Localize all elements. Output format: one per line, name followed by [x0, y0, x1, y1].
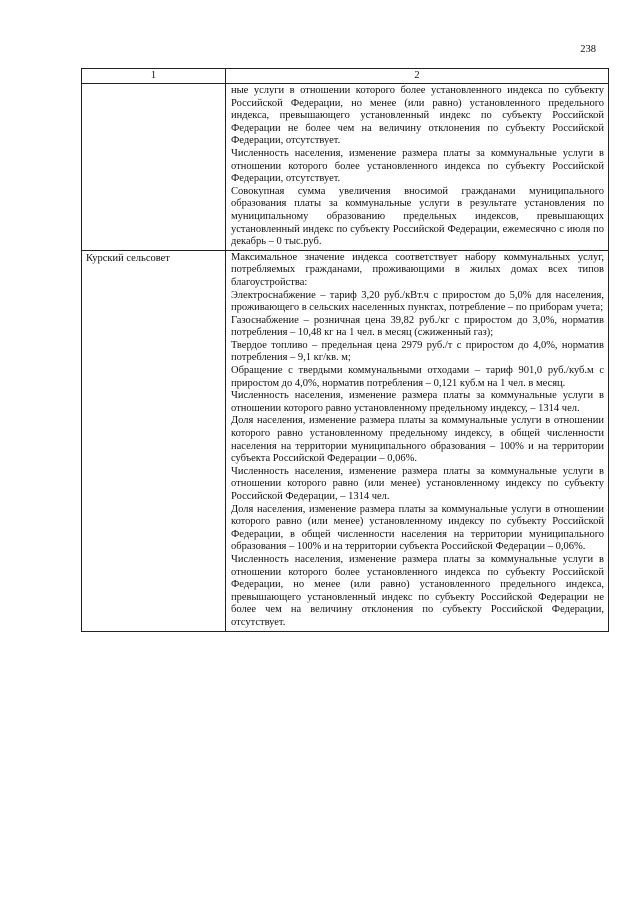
municipality-cell [82, 84, 226, 251]
paragraph: Численность населения, изменение размера платы за коммунальные услуги в отношении которого равно установленному предельному индексу, – 1314 чел. [231, 390, 604, 414]
paragraph: Численность населения, изменение размера платы за коммунальные услуги в отношении которого более установленного индекса по субъекту Российской Федерации, но менее (или равно) установленного предельного индекса, превышающего установленный индекс по субъекту Российской Федерации не более чем на величину отклонения по субъекту Российской Федерации, отсутствует. [231, 553, 604, 628]
paragraph: Газоснабжение – розничная цена 39,82 руб./кг с приростом до 3,0%, норматив потребления – 10,48 кг на 1 чел. в месяц (сжиженный газ); [231, 314, 604, 339]
paragraph: Максимальное значение индекса соответствует набору коммунальных услуг, потребляемых гражданами, проживающими в жилых домах всех типов благоустройства: [231, 251, 604, 288]
column-header-2: 2 [226, 69, 609, 84]
paragraph: ные услуги в отношении которого более установленного индекса по субъекту Российской Федерации, но менее (или равно) установленного предельного индекса, превышающего установленный индекс по субъекту Российской Федерации не более чем на величину отклонения по субъекту Российской Федерации, отсутствует. [231, 85, 604, 147]
page-number: 238 [580, 44, 596, 55]
paragraph: Совокупная сумма увеличения вносимой гражданами муниципального образования платы за коммунальные услуги в результате установления по муниципальному образованию предельных индексов, превышающих установленный индекс по субъекту Российской Федерации, ежемесячно с июля по декабрь – 0 тыс.руб. [231, 185, 604, 248]
description-cell [226, 84, 609, 251]
paragraph: Электроснабжение – тариф 3,20 руб./кВт.ч с приростом до 5,0% для населения, проживающего в сельских населенных пунктах, потребление – по приборам учета; [231, 289, 604, 314]
description-cell [226, 250, 609, 631]
paragraph: Численность населения, изменение размера платы за коммунальные услуги в отношении которого равно (или менее) установленному индексу по субъекту Российской Федерации, – 1314 чел. [231, 465, 604, 502]
table-row [82, 250, 609, 631]
paragraph: Численность населения, изменение размера платы за коммунальные услуги в отношении которого более установленного индекса по субъекту Российской Федерации, отсутствует. [231, 147, 604, 185]
paragraph: Обращение с твердыми коммунальными отходами – тариф 901,0 руб./куб.м с приростом до 4,0%, норматив потребления – 0,121 куб.м на 1 чел. в месяц. [231, 365, 604, 389]
paragraph: Твердое топливо – предельная цена 2979 руб./т с приростом до 4,0%, норматив потребления – 9,1 кг/кв. м; [231, 339, 604, 364]
header-row [82, 69, 609, 84]
paragraph: Доля населения, изменение размера платы за коммунальные услуги в отношении которого равно (или менее) установленному индексу по субъекту Российской Федерации, в общей численности населения на территории муниципального образования – 100% и на территории субъекта Российской Федерации – 0,06%. [231, 503, 604, 553]
municipality-cell: Курский сельсовет [82, 250, 226, 631]
table-row [82, 84, 609, 251]
data-table [81, 68, 609, 632]
paragraph: Доля населения, изменение размера платы за коммунальные услуги в отношении которого равно установленному предельному индексу, в общей численности населения на территории муниципального образования – 100% и на территории субъекта Российской Федерации – 0,06%. [231, 415, 604, 465]
column-header-1: 1 [82, 69, 226, 84]
